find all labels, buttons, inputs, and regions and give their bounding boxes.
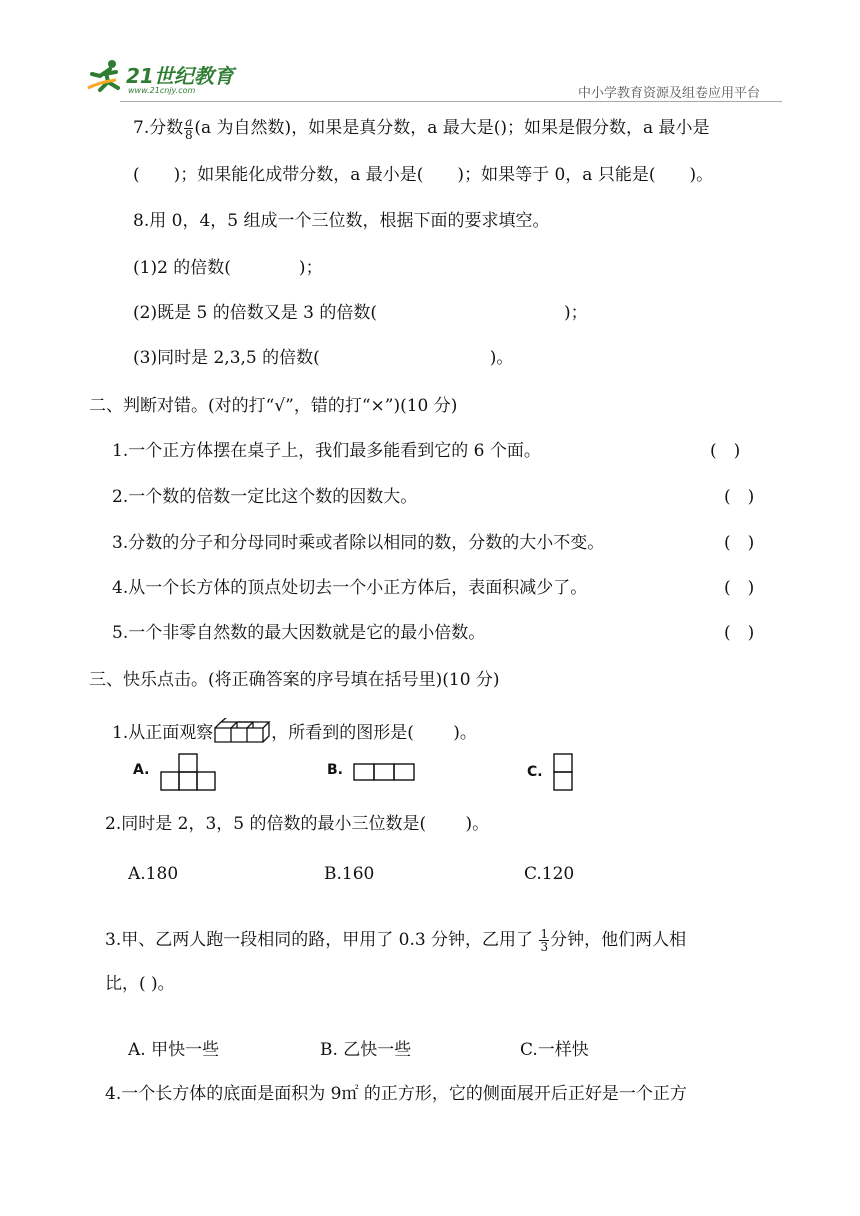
q7-prefix: 7.分数: [133, 118, 184, 138]
choice-q1-suffix: ，所看到的图形是( )。: [271, 723, 477, 743]
option-b-label: B.: [327, 762, 343, 778]
judgement-paren-3: ( ): [724, 533, 755, 553]
judgement-item-4: 4.从一个长方体的顶点处切去一个小正方体后，表面积减少了。: [112, 578, 588, 598]
choice-q3-line-2: 比，( )。: [105, 974, 175, 994]
question-8-title: 8.用 0，4，5 组成一个三位数，根据下面的要求填空。: [133, 211, 550, 231]
choice-q3-line-1: [105, 928, 686, 953]
judgement-paren-2: ( ): [724, 487, 755, 507]
q7-text: (a 为自然数)，如果是真分数，a 最大是()；如果是假分数，a 最小是: [194, 118, 710, 138]
logo-url-text: www.21cnjy.com: [128, 86, 196, 95]
choice-q3-option-b: B. 乙快一些: [320, 1040, 412, 1060]
choice-q3-option-a: A. 甲快一些: [128, 1040, 220, 1060]
fraction-denominator: 3: [540, 940, 549, 954]
choice-q3-prefix: 3.甲、乙两人跑一段相同的路，甲用了 0.3 分钟，乙用了: [105, 930, 539, 950]
header-divider: [120, 101, 782, 102]
platform-name: 中小学教育资源及组卷应用平台: [578, 86, 761, 101]
fraction-a-over-8: [184, 116, 193, 141]
choice-q3-option-c: C.一样快: [520, 1040, 589, 1060]
fraction-one-third: [539, 928, 549, 953]
question-7-line-2: ( )；如果能化成带分数，a 最小是( )；如果等于 0，a 只能是( )。: [133, 165, 714, 185]
choice-q2-option-b: B.160: [324, 864, 375, 884]
fraction-numerator: 1: [540, 927, 549, 941]
judgement-item-3: 3.分数的分子和分母同时乘或者除以相同的数，分数的大小不变。: [112, 533, 605, 553]
option-c-figure: [552, 752, 576, 794]
runner-logo-icon: [86, 58, 126, 94]
choice-q3-suffix: 分钟，他们两人相: [550, 930, 687, 950]
option-a-figure: [159, 752, 217, 792]
judgement-item-5: 5.一个非零自然数的最大因数就是它的最小倍数。: [112, 623, 486, 643]
question-8-sub-2: (2)既是 5 的倍数又是 3 的倍数( )；: [133, 303, 588, 323]
choice-q1: [112, 718, 477, 744]
judgement-paren-5: ( ): [724, 623, 755, 643]
question-7-line-1: [133, 116, 710, 141]
section-2-title: 二、判断对错。(对的打“√”，错的打“×”)(10 分): [89, 396, 458, 416]
question-8-sub-3: (3)同时是 2,3,5 的倍数( )。: [133, 348, 514, 368]
judgement-paren-4: ( ): [724, 578, 755, 598]
judgement-paren-1: ( ): [710, 441, 741, 461]
fraction-numerator: a: [185, 115, 193, 129]
section-3-title: 三、快乐点击。(将正确答案的序号填在括号里)(10 分): [89, 670, 500, 690]
judgement-item-2: 2.一个数的倍数一定比这个数的因数大。: [112, 487, 418, 507]
choice-q2-option-a: A.180: [128, 864, 179, 884]
choice-q1-prefix: 1.从正面观察: [112, 723, 214, 743]
question-8-sub-1: (1)2 的倍数( )；: [133, 258, 323, 278]
option-b-figure: [352, 762, 416, 782]
choice-q2: 2.同时是 2，3，5 的倍数的最小三位数是( )。: [105, 814, 490, 834]
judgement-item-1: 1.一个正方体摆在桌子上，我们最多能看到它的 6 个面。: [112, 441, 541, 461]
logo-main-text: 21世纪教育: [126, 64, 234, 88]
option-c-label: C.: [527, 764, 543, 780]
choice-q2-option-c: C.120: [524, 864, 575, 884]
fraction-denominator: 8: [184, 128, 193, 142]
cube-stack-figure: [213, 718, 271, 744]
option-a-label: A.: [133, 762, 150, 778]
choice-q4: 4.一个长方体的底面是面积为 9㎡ 的正方形，它的侧面展开后正好是一个正方: [105, 1084, 687, 1104]
